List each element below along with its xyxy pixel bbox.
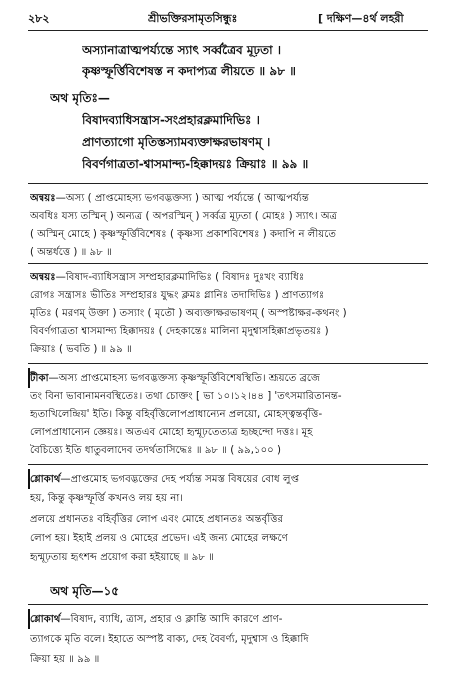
anvaya-99-line-4: বিবর্ণগাত্রতা শ্বাসমান্দ্য হিক্কাদয়ঃ ( দেহকান্তেঃ মালিনা মৃদুশ্বাসহিক্কাপ্রভৃতয়ঃ )	[30, 326, 329, 337]
anvaya-98-line-1: অন্বয়ঃ—অস্য ( প্রাপ্তমোহস্য ভগবদ্ভক্তস্য ) আত্ম পর্য্যন্তে ( আত্মপর্য্যন্ত	[30, 193, 309, 204]
section-rule-1	[28, 183, 428, 184]
shlokartha-98-line-1: শ্লোকার্থ—প্রাপ্তমোহ ভগবদ্ভক্তের দেহ পর্য্যন্ত সমস্ত বিষয়ের বোধ লুপ্ত	[30, 474, 299, 485]
heading-mriti-15: অথ মৃতি—১৫	[50, 584, 120, 598]
shlokartha-98-line-4: লোপ হয়। ইহাই প্রলয় ও মোহের প্রভেদ। এই জন্য মোহের লক্ষণে	[30, 533, 288, 544]
tika-line-3: হৃতাখিলেন্দ্রিয়' ইতি। কিন্তু বহির্বৃত্তিলোপপ্রাধান্যেন প্রলয়ো, মোহস্ত্বন্তর্বৃত্তি-	[30, 409, 323, 420]
shlokartha-99-line-3: ক্রিয়া হয় ॥ ৯৯ ॥	[30, 654, 100, 665]
anvaya-99-line-3: মৃতিঃ ( মরণম্ উক্তা ) তস্যাং ( মৃতৌ ) অব্যক্তাক্ষরভাষণম্ ( অস্পষ্টাক্ষর-কথনং )	[30, 308, 347, 319]
shlokartha-99-line-1: শ্লোকার্থ—বিষাদ, ব্যাধি, ত্রাস, প্রহার ও ক্লান্তি আদি কারণে প্রাণ-	[30, 614, 283, 625]
verse-98-line-2: কৃষ্ণস্ফূর্ত্তিবিশেষস্ত ন কদাপ্যত্র লীয়তে ॥ ৯৮ ॥	[82, 64, 296, 78]
tika-line-5: বৈচিত্ত্যে ইতি ধাতুবলাদেব তদর্থতাসিদ্ধেঃ ॥ ৯৮ ॥ ( ৯৯,১০০ )	[30, 445, 282, 456]
anvaya-98-line-4: ( অন্তর্ধত্তে ) ॥ ৯৮ ॥	[30, 247, 112, 258]
book-title: শ্রীভক্তিরসামৃতসিন্ধুঃ	[148, 12, 238, 25]
shlokartha-label: শ্লোকার্থ	[30, 614, 61, 625]
shlokartha-98-line-3: প্রলয়ে প্রধানতঃ বহির্বৃত্তির লোপ এবং মোহে প্রধানতঃ অন্তর্বৃত্তির	[30, 514, 284, 525]
header-rule	[28, 30, 428, 31]
shlokartha-label: শ্লোকার্থ	[30, 474, 61, 485]
anvaya-label: অন্বয়ঃ	[30, 272, 56, 283]
tika-line-4: লোপপ্রাধান্যেন জ্ঞেয়ঃ। অতএব মোহো হৃন্মূঢ়তেত্যত্র হৃচ্ছন্দো দত্তঃ। মূহ	[30, 427, 313, 438]
section-label: [ দক্ষিণ—৪র্থ লহরী	[318, 12, 404, 25]
heading-mriti: অথ মৃতিঃ—	[50, 91, 110, 105]
section-rule-5	[28, 604, 428, 605]
section-rule-4	[28, 464, 428, 465]
verse-99-line-2: প্রাণত্যাগো মৃতিস্তস্যামব্যক্তাক্ষরভাষণম্ ।	[82, 135, 271, 149]
verse-98-line-1: অস্যানাত্ৰাত্মপর্য্যন্তে স্যাৎ সর্ব্বত্রৈব মূঢ়তা ।	[82, 43, 282, 57]
tika-label: টীকা	[30, 373, 49, 384]
anvaya-98-line-2: অবধিঃ যস্য তস্মিন্ ) অন্যত্র ( অপরস্মিন্ ) সর্ব্বত্র মূঢ়তা ( মোহঃ ) স্যাৎ। অত্র	[30, 211, 338, 222]
anvaya-99-line-1: অন্বয়ঃ—বিষাদ-ব্যাধিসন্ত্রাস সম্প্রহারক্লমাদিভিঃ ( বিষাদঃ দুঃখং ব্যাধিঃ	[30, 272, 305, 283]
tika-line-2: তং বিনা ভাবানামনবস্থিতেঃ। তথা চোক্তং [ ভা ১০।১২।৪৪ ] 'তৎসমারিতানন্ত-	[30, 391, 342, 402]
shlokartha-99-line-2: ত্যাগকে মৃতি বলে। ইহাতে অস্পষ্ট বাক্য, দেহ বৈবর্ণ্য, মৃদুশ্বাস ও হিক্কাদি	[30, 634, 309, 645]
section-rule-3	[28, 363, 428, 364]
verse-99-line-1: বিষাদব্যাধিসন্ত্রাস-সংপ্রহারক্লমাদিভিঃ ।	[82, 113, 260, 127]
shlokartha-98-line-2: হয়, কিন্তু কৃষ্ণস্ফূর্ত্তি কখনও লয় হয় না।	[30, 493, 183, 504]
anvaya-label: অন্বয়ঃ	[30, 193, 56, 204]
verse-99-line-3: বিবর্ণগাত্রতা-শ্বাসমান্দ্য-হিক্কাদয়ঃ ক্রিয়াঃ ॥ ৯৯ ॥	[82, 157, 309, 171]
anvaya-98-line-3: ( অস্মিন্ মোহে ) কৃষ্ণস্ফূর্ত্তিবিশেষঃ ( কৃষ্ণস্য প্রকাশবিশেষঃ ) কদাপি ন লীয়তে	[30, 229, 337, 240]
page-number: ২৮২	[28, 12, 50, 25]
anvaya-99-line-2: রোগঃ সন্ত্রাসঃ ভীতিঃ সম্প্রহারঃ যুদ্ধং ক্লমঃ গ্লানিঃ তদাদিভিঃ ) প্রাণত্যাগঃ	[30, 290, 325, 301]
anvaya-99-line-5: ক্রিয়াঃ ( ভবতি ) ॥ ৯৯ ॥	[30, 344, 132, 355]
section-rule-2	[28, 263, 428, 264]
tika-line-1: টীকা—অস্য প্রাপ্তমোহস্য ভগবদ্ভক্তস্য কৃষ্ণস্ফূর্ত্তিবিশেষস্থিতি। শ্রূয়তে ব্রজে	[30, 373, 321, 384]
shlokartha-98-line-5: হৃন্মূঢ়তায় হৃৎশব্দ প্রয়োগ করা হইয়াছে ॥ ৯৮ ॥	[30, 552, 215, 563]
